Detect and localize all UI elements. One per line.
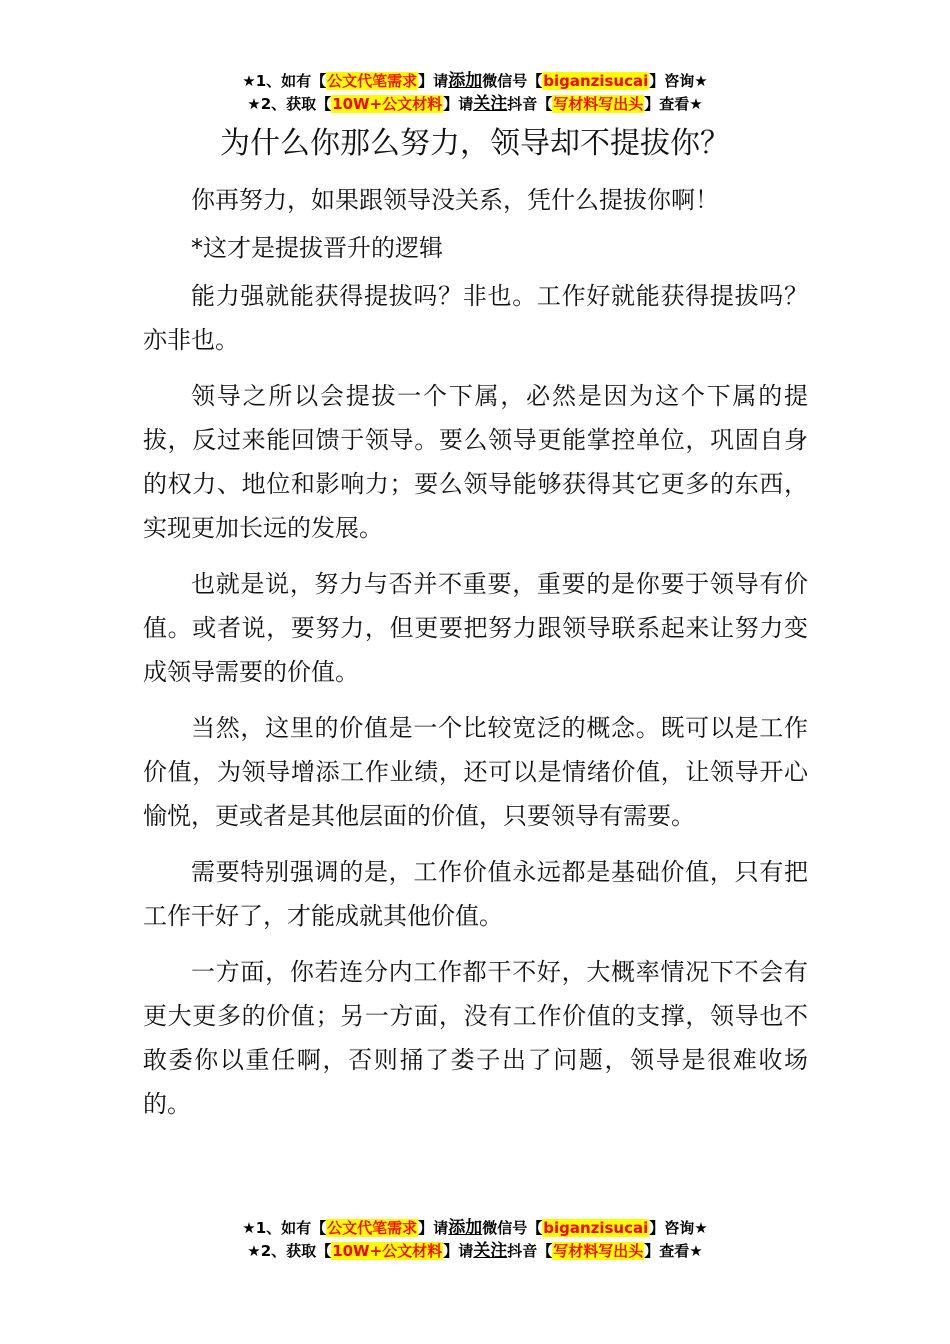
paragraph: *这才是提拔晋升的逻辑	[191, 234, 443, 262]
banner-text: 抖音【	[507, 1242, 553, 1260]
bottom-banner	[0, 1217, 950, 1263]
banner-text: ★2、获取【	[247, 95, 332, 113]
banner-highlight: 10W+公文材料	[332, 95, 443, 113]
banner-text: 】请	[443, 1242, 474, 1260]
banner-text: ★1、如有【	[242, 72, 327, 90]
article-body	[143, 178, 808, 1138]
top-banner	[0, 70, 950, 116]
banner-underlined: 添加	[448, 1218, 483, 1238]
paragraph: 一方面，你若连分内工作都干不好，大概率情况下不会有更大更多的价值；另一方面，没有工作价值的支撑，领导也不敢委你以重任啊，否则捅了娄子出了问题，领导是很难收场的。	[143, 958, 808, 1118]
banner-line-1	[0, 70, 950, 93]
banner-text: 】请	[418, 72, 449, 90]
banner-underlined: 关注	[473, 94, 508, 114]
banner-text: 】查看★	[644, 1242, 703, 1260]
banner-text: 】咨询★	[649, 72, 708, 90]
banner-text: ★2、获取【	[247, 1242, 332, 1260]
paragraph: 需要特别强调的是，工作价值永远都是基础价值，只有把工作干好了，才能成就其他价值。	[143, 858, 808, 930]
paragraph: 也就是说，努力与否并不重要，重要的是你要于领导有价值。或者说，要努力，但更要把努力跟领导联系起来让努力变成领导需要的价值。	[143, 570, 808, 686]
paragraph: 领导之所以会提拔一个下属，必然是因为这个下属的提拔，反过来能回馈于领导。要么领导更能掌控单位，巩固自身的权力、地位和影响力；要么领导能够获得其它更多的东西，实现更加长远的发展。	[143, 382, 808, 542]
banner-highlight: 公文代笔需求	[327, 72, 418, 90]
banner-text: 微信号【	[482, 1219, 543, 1237]
banner-line-1	[0, 1217, 950, 1240]
banner-douyin-id: 写材料写出头	[553, 95, 644, 113]
paragraph: 你再努力，如果跟领导没关系，凭什么提拔你啊！	[191, 186, 719, 214]
banner-line-2	[0, 1240, 950, 1263]
banner-wechat-id: biganzisucai	[543, 1219, 649, 1237]
paragraph: 能力强就能获得提拔吗？非也。工作好就能获得提拔吗？亦非也。	[143, 282, 808, 354]
banner-underlined: 添加	[448, 71, 483, 91]
banner-underlined: 关注	[473, 1241, 508, 1261]
banner-text: 微信号【	[482, 72, 543, 90]
banner-text: 抖音【	[507, 95, 553, 113]
banner-line-2	[0, 93, 950, 116]
banner-douyin-id: 写材料写出头	[553, 1242, 644, 1260]
banner-highlight: 公文代笔需求	[327, 1219, 418, 1237]
banner-text: ★1、如有【	[242, 1219, 327, 1237]
banner-text: 】查看★	[644, 95, 703, 113]
article-title: 为什么你那么努力，领导却不提拔你？	[220, 126, 730, 161]
banner-wechat-id: biganzisucai	[543, 72, 649, 90]
banner-highlight: 10W+公文材料	[332, 1242, 443, 1260]
banner-text: 】咨询★	[649, 1219, 708, 1237]
paragraph: 当然，这里的价值是一个比较宽泛的概念。既可以是工作价值，为领导增添工作业绩，还可以是情绪价值，让领导开心愉悦，更或者是其他层面的价值，只要领导有需要。	[143, 714, 808, 830]
banner-text: 】请	[443, 95, 474, 113]
banner-text: 】请	[418, 1219, 449, 1237]
